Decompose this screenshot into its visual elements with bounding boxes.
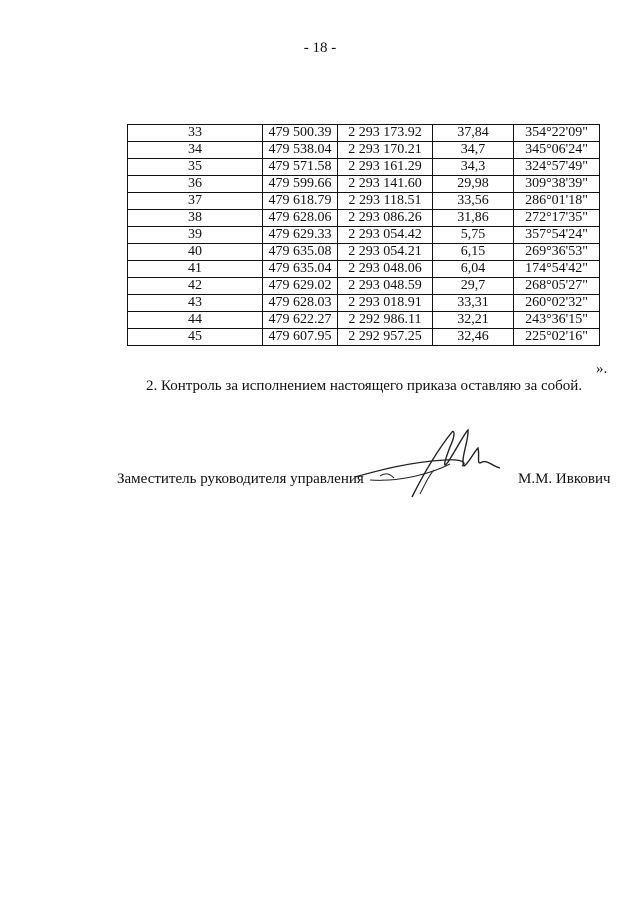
table-cell: 29,7 [433,278,514,295]
table-row [128,227,600,244]
table-row [128,312,600,329]
table-cell: 2 293 161.29 [338,159,433,176]
table-cell: 479 635.04 [263,261,338,278]
table-cell: 32,21 [433,312,514,329]
table-cell: 2 293 054.21 [338,244,433,261]
table-cell: 479 629.02 [263,278,338,295]
table-cell: 2 293 018.91 [338,295,433,312]
table-cell: 31,86 [433,210,514,227]
table-cell: 479 635.08 [263,244,338,261]
table-cell: 479 538.04 [263,142,338,159]
table-cell: 40 [128,244,263,261]
table-cell: 479 607.95 [263,329,338,346]
table-cell: 2 292 957.25 [338,329,433,346]
table-cell: 2 293 086.26 [338,210,433,227]
table-cell: 354°22'09" [514,125,600,142]
table-row [128,210,600,227]
table-cell: 269°36'53" [514,244,600,261]
control-paragraph: 2. Контроль за исполнением настоящего приказа оставляю за собой. [146,378,583,394]
table-cell: 357°54'24" [514,227,600,244]
signer-name: М.М. Ивкович [518,471,611,487]
table-row [128,244,600,261]
table-cell: 479 628.03 [263,295,338,312]
table-cell: 34,7 [433,142,514,159]
table-cell: 309°38'39" [514,176,600,193]
page-number: - 18 - [303,40,337,56]
table-cell: 37 [128,193,263,210]
table-cell: 2 293 048.59 [338,278,433,295]
table-cell: 272°17'35" [514,210,600,227]
table-cell: 38 [128,210,263,227]
table-cell: 479 629.33 [263,227,338,244]
signature-image [350,422,510,502]
table-cell: 33,56 [433,193,514,210]
table-cell: 243°36'15" [514,312,600,329]
table-cell: 45 [128,329,263,346]
table-cell: 268°05'27" [514,278,600,295]
table-row [128,159,600,176]
table-cell: 34 [128,142,263,159]
table-cell: 33 [128,125,263,142]
table-cell: 41 [128,261,263,278]
table-cell: 6,15 [433,244,514,261]
table-cell: 2 293 054.42 [338,227,433,244]
table-cell: 33,31 [433,295,514,312]
table-cell: 2 293 170.21 [338,142,433,159]
table-cell: 2 293 173.92 [338,125,433,142]
table-cell: 225°02'16" [514,329,600,346]
table-cell: 479 500.39 [263,125,338,142]
table-cell: 37,84 [433,125,514,142]
table-cell: 174°54'42" [514,261,600,278]
table-cell: 2 293 141.60 [338,176,433,193]
table-row [128,329,600,346]
table-cell: 29,98 [433,176,514,193]
table-cell: 345°06'24" [514,142,600,159]
table-row [128,261,600,278]
table-row [128,193,600,210]
table-cell: 2 293 118.51 [338,193,433,210]
table-cell: 43 [128,295,263,312]
table-cell: 32,46 [433,329,514,346]
table-cell: 36 [128,176,263,193]
table-cell: 286°01'18" [514,193,600,210]
table-cell: 5,75 [433,227,514,244]
closing-quote: ». [596,361,608,377]
table-row [128,125,600,142]
coordinates-table-body [128,125,600,346]
table-row [128,176,600,193]
table-cell: 2 293 048.06 [338,261,433,278]
coordinates-table [127,124,600,346]
table-cell: 42 [128,278,263,295]
table-cell: 324°57'49" [514,159,600,176]
table-cell: 2 292 986.11 [338,312,433,329]
table-row [128,142,600,159]
table-cell: 39 [128,227,263,244]
table-cell: 44 [128,312,263,329]
table-cell: 260°02'32" [514,295,600,312]
table-cell: 479 571.58 [263,159,338,176]
table-cell: 6,04 [433,261,514,278]
table-row [128,295,600,312]
table-cell: 35 [128,159,263,176]
table-cell: 479 628.06 [263,210,338,227]
table-cell: 479 622.27 [263,312,338,329]
table-cell: 479 618.79 [263,193,338,210]
table-row [128,278,600,295]
table-cell: 479 599.66 [263,176,338,193]
signer-position: Заместитель руководителя управления [117,471,364,487]
table-cell: 34,3 [433,159,514,176]
